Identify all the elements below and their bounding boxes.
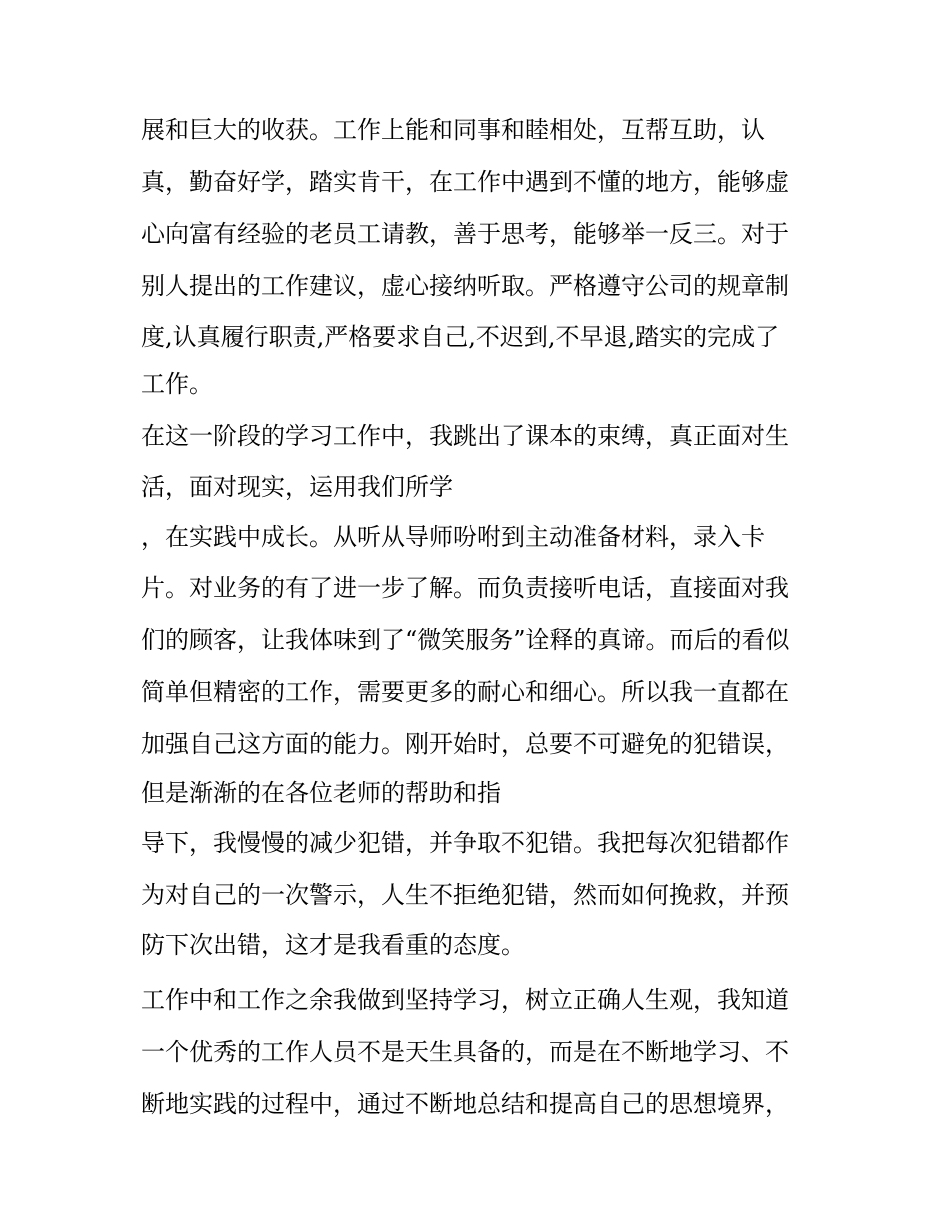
text-line: 工作。 (141, 370, 213, 398)
text-line: 别人提出的工作建议，虚心接纳听取。严格遵守公司的规章制 (141, 272, 789, 300)
text-line: 但是渐渐的在各位老师的帮助和指 (141, 779, 501, 807)
text-line: 度,认真履行职责,严格要求自己,不迟到,不早退,踏实的完成了 (141, 323, 780, 351)
text-line: 片。对业务的有了进一步了解。而负责接听电话，直接面对我 (141, 574, 789, 602)
text-line: 为对自己的一次警示，人生不拒绝犯错，然而如何挽救，并预 (141, 881, 789, 909)
text-line: 一个优秀的工作人员不是天生具备的，而是在不断地学习、不 (141, 1038, 789, 1066)
text-line: 工作中和工作之余我做到坚持学习，树立正确人生观，我知道 (141, 986, 789, 1014)
text-line: 心向富有经验的老员工请教，善于思考，能够举一反三。对于 (141, 220, 789, 248)
text-line: 们的顾客，让我体味到了“微笑服务”诠释的真谛。而后的看似 (141, 626, 790, 654)
text-line: 展和巨大的收获。工作上能和同事和睦相处，互帮互助，认 (141, 116, 765, 144)
text-line: 活，面对现实，运用我们所学 (141, 473, 453, 501)
text-line: 在这一阶段的学习工作中，我跳出了课本的束缚，真正面对生 (141, 422, 789, 450)
text-line: 导下，我慢慢的减少犯错，并争取不犯错。我把每次犯错都作 (141, 829, 789, 857)
text-line: 真，勤奋好学，踏实肯干，在工作中遇到不懂的地方，能够虚 (141, 168, 789, 196)
text-line: 简单但精密的工作，需要更多的耐心和细心。所以我一直都在 (141, 678, 789, 706)
text-line: 断地实践的过程中，通过不断地总结和提高自己的思想境界， (141, 1090, 789, 1118)
text-line: ，在实践中成长。从听从导师吩咐到主动准备材料，录入卡 (141, 523, 765, 551)
text-line: 防下次出错，这才是我看重的态度。 (141, 931, 525, 959)
text-line: 加强自己这方面的能力。刚开始时，总要不可避免的犯错误， (141, 730, 789, 758)
